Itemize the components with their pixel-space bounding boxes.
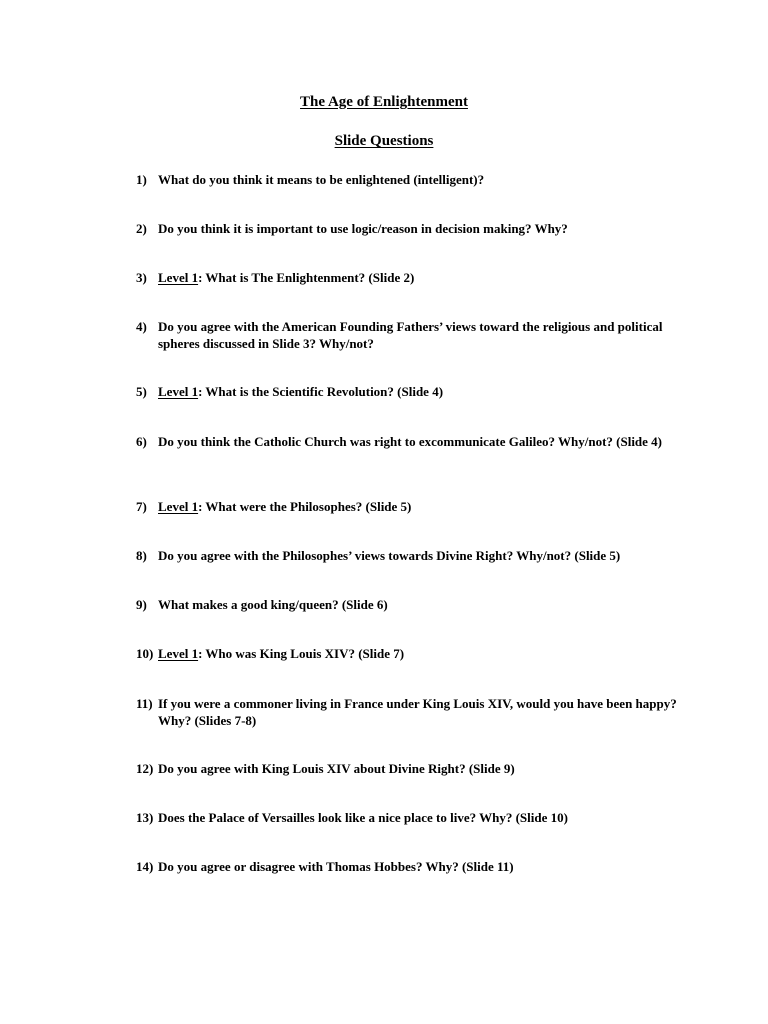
question-body: [158, 221, 568, 236]
question-item: [136, 434, 698, 451]
question-text: Do you agree with the American Founding Fathers’ views toward the religious and political spheres discussed in Slide 3? Why/not?: [158, 319, 663, 351]
question-body: [158, 646, 404, 661]
question-body: [158, 810, 568, 825]
question-number: 13): [136, 810, 154, 825]
question-item: [136, 548, 698, 565]
page-subtitle: [0, 133, 768, 150]
question-text: Do you think it is important to use logic/reason in decision making? Why?: [158, 221, 568, 236]
question-text: What do you think it means to be enlightened (intelligent)?: [158, 172, 485, 187]
question-item: [136, 597, 698, 614]
question-number: 5): [136, 384, 147, 399]
question-text: Do you think the Catholic Church was right to excommunicate Galileo? Why/not? (Slide 4): [158, 434, 663, 449]
question-item: [136, 319, 698, 352]
question-text: Do you agree with King Louis XIV about Divine Right? (Slide 9): [158, 761, 515, 776]
question-body: [158, 761, 515, 776]
question-number: 6): [136, 434, 147, 449]
question-text: : What is The Enlightenment? (Slide 2): [198, 270, 415, 285]
question-body: [158, 172, 484, 187]
question-number: 12): [136, 761, 154, 776]
question-body: [158, 597, 388, 612]
question-number: 8): [136, 548, 147, 563]
question-text: Do you agree or disagree with Thomas Hobbes? Why? (Slide 11): [158, 859, 514, 874]
page-title-text: The Age of Enlightenment: [300, 94, 468, 110]
question-item: [136, 859, 698, 876]
question-number: 2): [136, 221, 147, 236]
question-text: Does the Palace of Versailles look like a nice place to live? Why? (Slide 10): [158, 810, 568, 825]
question-number: 3): [136, 270, 147, 285]
question-text: : What is the Scientific Revolution? (Slide 4): [198, 384, 444, 399]
question-number: 14): [136, 859, 154, 874]
question-item: [136, 384, 698, 401]
level-label: Level 1: [158, 384, 199, 399]
question-body: [158, 548, 620, 563]
question-item: [136, 696, 698, 729]
question-number: 7): [136, 499, 147, 514]
question-body: [158, 319, 662, 351]
question-text: : What were the Philosophes? (Slide 5): [198, 499, 412, 514]
level-label: Level 1: [158, 499, 199, 514]
page-title: [0, 94, 768, 111]
question-text: What makes a good king/queen? (Slide 6): [158, 597, 388, 612]
page-subtitle-text: Slide Questions: [334, 133, 434, 149]
question-body: [158, 270, 414, 285]
question-body: [158, 434, 662, 449]
question-number: 9): [136, 597, 147, 612]
question-body: [158, 696, 677, 728]
question-number: 4): [136, 319, 147, 334]
level-label: Level 1: [158, 270, 199, 285]
question-item: [136, 270, 698, 287]
question-body: [158, 384, 443, 399]
question-item: [136, 810, 698, 827]
question-text: If you were a commoner living in France under King Louis XIV, would you have been happy? Why? (Slides 7-8): [158, 696, 677, 728]
question-number: 1): [136, 172, 147, 187]
question-item: [136, 761, 698, 778]
question-text: Do you agree with the Philosophes’ views towards Divine Right? Why/not? (Slide 5): [158, 548, 621, 563]
question-item: [136, 646, 698, 663]
question-body: [158, 499, 411, 514]
question-text: : Who was King Louis XIV? (Slide 7): [198, 646, 405, 661]
question-item: [136, 172, 698, 189]
question-number: 11): [136, 696, 153, 711]
question-body: [158, 859, 514, 874]
level-label: Level 1: [158, 646, 199, 661]
question-item: [136, 499, 698, 516]
question-item: [136, 221, 698, 238]
question-number: 10): [136, 646, 154, 661]
